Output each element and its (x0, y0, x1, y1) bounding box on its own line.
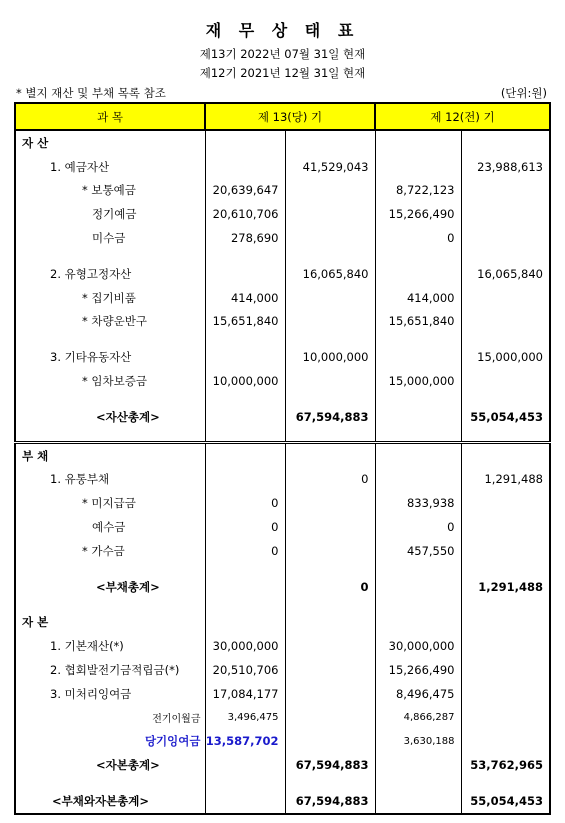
prior-period-date: 제12기 2021년 12월 31일 현재 (199, 66, 366, 80)
value-p2: 16,065,840 (461, 262, 550, 286)
value-p2 (461, 130, 550, 155)
table-row (15, 789, 550, 814)
value-c2 (285, 730, 375, 754)
table-row (15, 155, 550, 179)
spacer-row (15, 250, 550, 262)
value-p1: 0 (375, 226, 461, 250)
value-c1 (205, 393, 285, 405)
value-p2 (461, 226, 550, 250)
table-row (15, 310, 550, 334)
value-c2 (285, 599, 375, 611)
value-c1 (205, 468, 285, 492)
value-p1: 8,722,123 (375, 179, 461, 203)
value-p1 (375, 429, 461, 443)
spacer-row (15, 563, 550, 575)
account-label: * 미지급금 (15, 491, 205, 515)
account-label: 1. 기본재산(*) (15, 634, 205, 658)
value-p1 (375, 575, 461, 599)
account-label (15, 777, 205, 789)
value-p2 (461, 658, 550, 682)
value-p1 (375, 405, 461, 429)
value-c2 (285, 682, 375, 706)
value-p2 (461, 777, 550, 789)
value-c1 (205, 442, 285, 467)
value-c2 (285, 393, 375, 405)
value-p2 (461, 539, 550, 563)
table-row (15, 405, 550, 429)
account-label: 1. 예금자산 (15, 155, 205, 179)
table-header-row (15, 103, 550, 130)
value-c2 (285, 706, 375, 730)
value-c1 (205, 429, 285, 443)
account-label: <자본총계> (15, 753, 205, 777)
value-c1 (205, 333, 285, 345)
value-c2 (285, 369, 375, 393)
value-c1: 3,496,475 (205, 706, 285, 730)
table-row (15, 515, 550, 539)
value-p2 (461, 202, 550, 226)
value-c2 (285, 226, 375, 250)
account-label: * 보통예금 (15, 179, 205, 203)
table-row (15, 753, 550, 777)
account-label: <부채와자본총계> (15, 789, 205, 814)
value-c2: 16,065,840 (285, 262, 375, 286)
value-p2 (461, 563, 550, 575)
value-c1 (205, 777, 285, 789)
spacer-row (15, 429, 550, 443)
value-c1 (205, 405, 285, 429)
value-p1 (375, 262, 461, 286)
value-p1 (375, 468, 461, 492)
value-p1: 4,866,287 (375, 706, 461, 730)
value-p1 (375, 333, 461, 345)
value-p2 (461, 250, 550, 262)
value-c2 (285, 777, 375, 789)
table-row (15, 202, 550, 226)
table-row (15, 468, 550, 492)
account-label: * 집기비품 (15, 286, 205, 310)
table-row (15, 575, 550, 599)
table-row (15, 491, 550, 515)
value-p2 (461, 179, 550, 203)
value-c1: 20,639,647 (205, 179, 285, 203)
value-p1: 8,496,475 (375, 682, 461, 706)
value-c2 (285, 515, 375, 539)
value-c2 (285, 539, 375, 563)
value-c1: 414,000 (205, 286, 285, 310)
value-c1: 10,000,000 (205, 369, 285, 393)
spacer-row (15, 393, 550, 405)
account-label (15, 333, 205, 345)
account-label: * 차량운반구 (15, 310, 205, 334)
value-p2 (461, 442, 550, 467)
account-label (15, 429, 205, 443)
value-p2 (461, 706, 550, 730)
table-row (15, 611, 550, 635)
value-c1: 0 (205, 539, 285, 563)
value-c1: 0 (205, 491, 285, 515)
value-p2: 1,291,488 (461, 575, 550, 599)
table-row (15, 682, 550, 706)
value-p1 (375, 130, 461, 155)
value-p2 (461, 393, 550, 405)
value-p1: 15,266,490 (375, 658, 461, 682)
value-c1 (205, 250, 285, 262)
value-p1 (375, 789, 461, 814)
value-p1: 414,000 (375, 286, 461, 310)
account-label: 부 채 (15, 442, 205, 467)
account-label (15, 599, 205, 611)
table-row (15, 706, 550, 730)
value-c1 (205, 262, 285, 286)
value-c2 (285, 333, 375, 345)
account-label: 3. 미처리잉여금 (15, 682, 205, 706)
account-label: 2. 협회발전기금적립금(*) (15, 658, 205, 682)
value-p2 (461, 333, 550, 345)
value-p1: 457,550 (375, 539, 461, 563)
header-prior-period: 제 12(전) 기 (375, 103, 550, 130)
account-label: 2. 유형고정자산 (15, 262, 205, 286)
value-p1: 15,266,490 (375, 202, 461, 226)
value-c1 (205, 563, 285, 575)
table-row (15, 179, 550, 203)
account-label: 자 산 (15, 130, 205, 155)
table-row (15, 345, 550, 369)
value-p2 (461, 429, 550, 443)
value-c2 (285, 491, 375, 515)
value-c2 (285, 658, 375, 682)
value-p2: 23,988,613 (461, 155, 550, 179)
table-row (15, 226, 550, 250)
value-p2 (461, 369, 550, 393)
value-c1 (205, 130, 285, 155)
value-p2: 55,054,453 (461, 405, 550, 429)
value-c2: 67,594,883 (285, 789, 375, 814)
account-label (15, 250, 205, 262)
table-row (15, 130, 550, 155)
value-p1: 0 (375, 515, 461, 539)
value-p2 (461, 310, 550, 334)
account-label: * 가수금 (15, 539, 205, 563)
value-c1 (205, 575, 285, 599)
value-p1: 15,651,840 (375, 310, 461, 334)
value-p2 (461, 634, 550, 658)
account-label: 전기이월금 (15, 706, 205, 730)
value-c2 (285, 286, 375, 310)
value-c2 (285, 563, 375, 575)
balance-sheet-table (14, 102, 551, 815)
value-c2 (285, 310, 375, 334)
spacer-row (15, 333, 550, 345)
spacer-row (15, 777, 550, 789)
value-p1: 833,938 (375, 491, 461, 515)
value-c1: 17,084,177 (205, 682, 285, 706)
value-c2 (285, 611, 375, 635)
value-p2 (461, 491, 550, 515)
value-c1: 30,000,000 (205, 634, 285, 658)
value-c1: 20,610,706 (205, 202, 285, 226)
header-current-period: 제 13(당) 기 (205, 103, 375, 130)
value-c1 (205, 599, 285, 611)
table-row (15, 658, 550, 682)
value-c2 (285, 202, 375, 226)
value-c2: 41,529,043 (285, 155, 375, 179)
unit-label: (단위:원) (500, 86, 547, 100)
value-p1: 30,000,000 (375, 634, 461, 658)
value-p2 (461, 682, 550, 706)
value-p2: 53,762,965 (461, 753, 550, 777)
value-c2 (285, 179, 375, 203)
account-label: 당기잉여금 (15, 730, 205, 754)
account-label: <자산총계> (15, 405, 205, 429)
value-p1 (375, 250, 461, 262)
value-c2 (285, 429, 375, 443)
value-p2 (461, 599, 550, 611)
table-row (15, 634, 550, 658)
value-p2 (461, 611, 550, 635)
value-c1 (205, 753, 285, 777)
value-p1 (375, 753, 461, 777)
account-label: 3. 기타유동자산 (15, 345, 205, 369)
account-label: * 임차보증금 (15, 369, 205, 393)
value-p2: 55,054,453 (461, 789, 550, 814)
value-p1 (375, 563, 461, 575)
value-c1 (205, 155, 285, 179)
account-label (15, 393, 205, 405)
value-p1 (375, 599, 461, 611)
account-label: 예수금 (15, 515, 205, 539)
account-label: 자 본 (15, 611, 205, 635)
value-c1: 20,510,706 (205, 658, 285, 682)
value-c1 (205, 789, 285, 814)
value-p1 (375, 611, 461, 635)
value-p2: 1,291,488 (461, 468, 550, 492)
value-p1 (375, 393, 461, 405)
table-row (15, 369, 550, 393)
value-p1 (375, 345, 461, 369)
value-c2 (285, 130, 375, 155)
value-p1: 3,630,188 (375, 730, 461, 754)
value-p1: 15,000,000 (375, 369, 461, 393)
table-row (15, 442, 550, 467)
value-p1 (375, 442, 461, 467)
table-body (15, 130, 550, 814)
value-p2 (461, 515, 550, 539)
table-row (15, 262, 550, 286)
current-period-date: 제13기 2022년 07월 31일 현재 (199, 47, 366, 61)
value-p2: 15,000,000 (461, 345, 550, 369)
value-c2: 67,594,883 (285, 753, 375, 777)
value-c1: 278,690 (205, 226, 285, 250)
account-label (15, 563, 205, 575)
value-p1 (375, 777, 461, 789)
value-c1: 0 (205, 515, 285, 539)
value-c2 (285, 634, 375, 658)
table-row (15, 730, 550, 754)
spacer-row (15, 599, 550, 611)
value-c2: 0 (285, 468, 375, 492)
value-p2 (461, 730, 550, 754)
value-c1: 15,651,840 (205, 310, 285, 334)
table-row (15, 286, 550, 310)
value-p2 (461, 286, 550, 310)
table-row (15, 539, 550, 563)
value-c2 (285, 442, 375, 467)
report-title: 재 무 상 태 표 (205, 21, 360, 40)
value-c2: 0 (285, 575, 375, 599)
account-label: <부채총계> (15, 575, 205, 599)
account-label: 미수금 (15, 226, 205, 250)
value-c2: 67,594,883 (285, 405, 375, 429)
value-c1: 13,587,702 (205, 730, 285, 754)
account-label: 정기예금 (15, 202, 205, 226)
value-c2: 10,000,000 (285, 345, 375, 369)
header-account: 과 목 (15, 103, 205, 130)
value-p1 (375, 155, 461, 179)
account-label: 1. 유통부채 (15, 468, 205, 492)
note-text: * 별지 재산 및 부채 목록 참조 (16, 86, 166, 100)
value-c2 (285, 250, 375, 262)
value-c1 (205, 345, 285, 369)
value-c1 (205, 611, 285, 635)
